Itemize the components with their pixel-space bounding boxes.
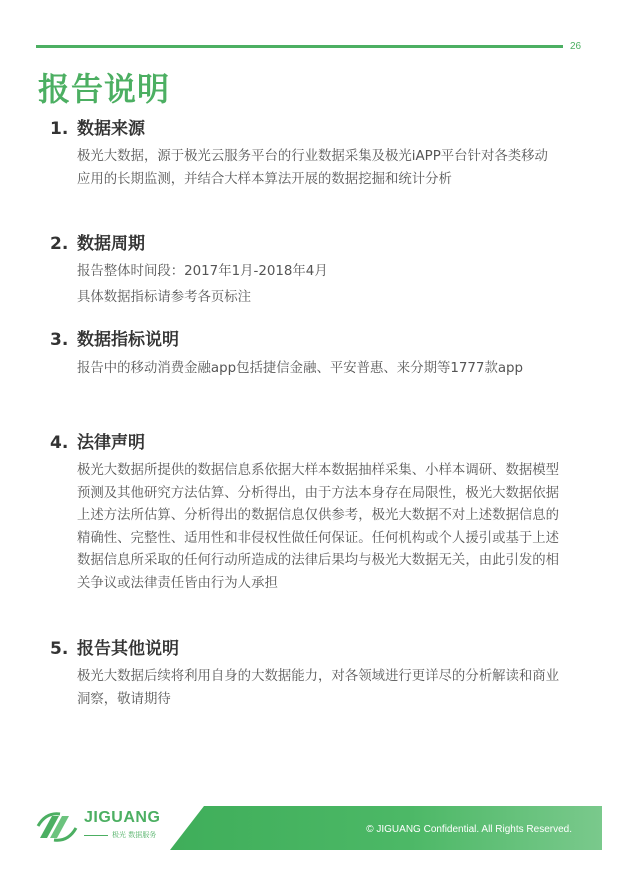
section-title: 数据指标说明	[77, 330, 179, 350]
section-number: 3.	[50, 330, 69, 350]
page-title: 报告说明	[38, 70, 171, 108]
section-heading	[50, 329, 560, 351]
section-title: 报告其他说明	[77, 639, 179, 659]
section-heading	[50, 638, 560, 660]
jiguang-logo	[36, 808, 166, 848]
top-divider	[36, 45, 563, 48]
section-body	[77, 666, 560, 711]
page-number: 26	[570, 41, 582, 52]
section-data-source	[50, 118, 560, 191]
section-data-period	[50, 233, 560, 311]
section-body	[77, 259, 560, 311]
paragraph: 报告整体时间段：2017年1月-2018年4月	[77, 264, 328, 279]
section-body	[77, 460, 560, 595]
section-number: 4.	[50, 433, 69, 453]
section-title: 数据周期	[77, 234, 145, 254]
paragraph: 具体数据指标请参考各页标注	[77, 290, 252, 305]
logo-tagline-text: 极光 数据服务	[112, 831, 157, 839]
section-number: 2.	[50, 234, 69, 254]
logo-wordmark: JIGUANG	[84, 809, 161, 826]
paragraph: 极光大数据，源于极光云服务平台的行业数据采集及极光iAPP平台针对各类移动应用的长期监测，并结合大样本算法开展的数据挖掘和统计分析	[77, 149, 548, 187]
jiguang-logo-icon	[36, 808, 78, 846]
section-number: 5.	[50, 639, 69, 659]
section-legal	[50, 432, 560, 595]
tagline-dash	[84, 835, 108, 836]
paragraph: 极光大数据所提供的数据信息系依据大样本数据抽样采集、小样本调研、数据模型预测及其他研究方法估算、分析得出，由于方法本身存在局限性，极光大数据依据上述方法所估算、分析得出的数据信息仅供参考，极光大数据不对上述数据信息的精确性、完整性、适用性和非侵权性做任何保证。任何机构或个人援引或基于上述数据信息所采取的任何行动所造成的法律后果均与极光大数据无关，由此引发的相关争议或法律责任皆由行为人承担	[77, 463, 560, 591]
section-number: 1.	[50, 119, 69, 139]
section-heading	[50, 432, 560, 454]
paragraph: 报告中的移动消费金融app包括捷信金融、平安普惠、来分期等1777款app	[77, 361, 524, 376]
section-heading	[50, 118, 560, 140]
paragraph: 极光大数据后续将利用自身的大数据能力，对各领域进行更详尽的分析解读和商业洞察，敬请期待	[77, 669, 560, 707]
section-title: 数据来源	[77, 119, 145, 139]
section-body	[77, 146, 560, 191]
section-metrics	[50, 329, 560, 383]
copyright-notice: © JIGUANG Confidential. All Rights Reserved.	[366, 824, 572, 835]
section-other-notes	[50, 638, 560, 711]
section-heading	[50, 233, 560, 255]
section-body	[77, 355, 560, 383]
section-title: 法律声明	[77, 433, 145, 453]
logo-tagline	[84, 830, 156, 840]
